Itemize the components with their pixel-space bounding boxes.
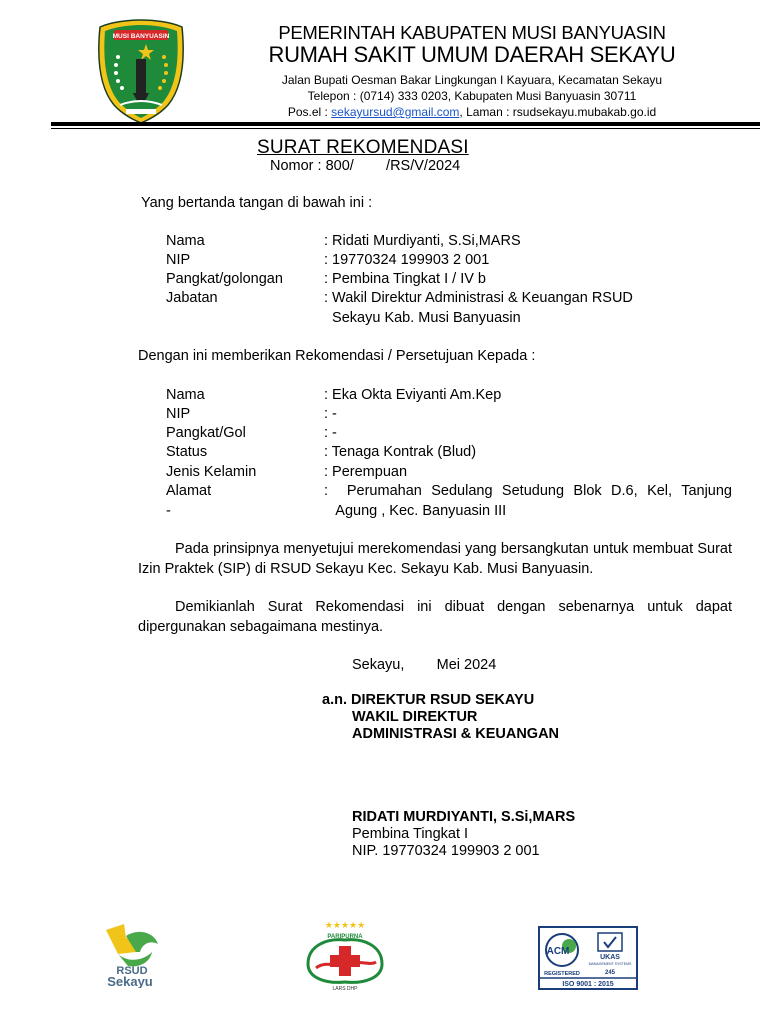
recipient-label-dash: -	[166, 503, 171, 519]
header-rule-thin	[51, 128, 760, 129]
recipient-value-alamat: : Perumahan Sedulang Setudung Blok D.6, Kel, Tanjung	[324, 483, 732, 499]
signer-value-nip: : 19770324 199903 2 001	[324, 252, 490, 268]
header-rule-thick	[51, 122, 760, 126]
recipient-label-alamat: Alamat	[166, 483, 212, 499]
signer-label-nip: NIP	[166, 252, 191, 268]
recommend-intro: Dengan ini memberikan Rekomendasi / Persetujuan Kepada :	[138, 348, 536, 364]
signer-label-pangkat: Pangkat/golongan	[166, 271, 283, 287]
paripurna-accreditation-logo	[298, 918, 392, 992]
signer-nip: NIP. 19770324 199903 2 001	[352, 843, 540, 859]
recipient-label-pangkat: Pangkat/Gol	[166, 425, 246, 441]
recipient-value-status: : Tenaga Kontrak (Blud)	[324, 444, 477, 460]
ukas-subtext: MANAGEMENT SYSTEMS	[588, 962, 632, 966]
on-behalf-line: a.n. DIREKTUR RSUD SEKAYU	[322, 692, 535, 708]
position-line-1: WAKIL DIREKTUR	[352, 709, 478, 725]
svg-text:★★★★★: ★★★★★	[324, 921, 366, 931]
paripurna-text: PARIPURNA	[327, 934, 363, 940]
letter-number: Nomor : 800/ /RS/V/2024	[270, 158, 461, 174]
government-name: PEMERINTAH KABUPATEN MUSI BANYUASIN	[278, 22, 666, 43]
iso-text: ISO 9001 : 2015	[562, 981, 614, 988]
recipient-value-nama: : Eka Okta Eviyanti Am.Kep	[324, 387, 502, 403]
musi-banyuasin-emblem	[96, 17, 186, 125]
paripurna-subtext: LARS DHP	[332, 986, 358, 992]
recipient-value-gender: : Perempuan	[324, 464, 408, 480]
hospital-name: RUMAH SAKIT UMUM DAERAH SEKAYU	[268, 42, 676, 67]
recipient-value-nip: : -	[324, 406, 337, 422]
ukas-number: 245	[604, 970, 616, 976]
signer-value-jabatan: : Wakil Direktur Administrasi & Keuangan RSUD	[324, 290, 633, 306]
signer-rank: Pembina Tingkat I	[352, 826, 469, 842]
email-prefix: Pos.el :	[287, 105, 332, 119]
opening-line: Yang bertanda tangan di bawah ini :	[141, 195, 373, 211]
email-link[interactable]: sekayursud@gmail.com	[331, 105, 460, 119]
hospital-contact	[250, 105, 694, 119]
place-date: Sekayu, Mei 2024	[352, 657, 497, 673]
signer-value-nama: : Ridati Murdiyanti, S.Si,MARS	[324, 233, 521, 249]
paragraph-closing: Demikianlah Surat Rekomendasi ini dibuat dengan sebenarnya untuk dapat dipergunakan sebagaimana mestinya.	[138, 599, 732, 635]
signer-name: RIDATI MURDIYANTI, S.Si,MARS	[352, 809, 576, 825]
signer-label-jabatan: Jabatan	[166, 290, 218, 306]
signer-value-pangkat: : Pembina Tingkat I / IV b	[324, 271, 486, 287]
hospital-phone: Telepon : (0714) 333 0203, Kabupaten Musi Banyuasin 30711	[307, 89, 637, 103]
acm-text: ACM	[546, 946, 570, 957]
rsud-sekayu-logo	[96, 922, 168, 988]
hospital-address: Jalan Bupati Oesman Bakar Lingkungan I Kayuara, Kecamatan Sekayu	[281, 73, 663, 87]
recipient-label-gender: Jenis Kelamin	[166, 464, 257, 480]
rsud-logo-text-2: Sekayu	[107, 974, 153, 988]
acm-registered-text: REGISTERED	[544, 971, 580, 977]
signer-label-nama: Nama	[166, 233, 205, 249]
iso-certification-logo	[538, 926, 638, 990]
recipient-value-alamat-cont: Agung , Kec. Banyuasin III	[324, 503, 507, 519]
position-line-2: ADMINISTRASI & KEUANGAN	[352, 726, 560, 742]
recipient-value-pangkat: : -	[324, 425, 337, 441]
recipient-label-status: Status	[166, 444, 208, 460]
emblem-label: MUSI BANYUASIN	[112, 33, 170, 40]
ukas-text: UKAS	[600, 954, 620, 961]
rsud-logo-text-1: RSUD	[116, 965, 148, 977]
recipient-label-nip: NIP	[166, 406, 191, 422]
paragraph-approval: Pada prinsipnya menyetujui merekomendasi yang bersangkutan untuk membuat Surat Izin Praktek (SIP) di RSUD Sekayu Kec. Sekayu Kab. Musi Banyuasin.	[138, 541, 732, 577]
recipient-label-nama: Nama	[166, 387, 205, 403]
letter-title: SURAT REKOMENDASI	[257, 137, 469, 158]
signer-value-jabatan-cont: Sekayu Kab. Musi Banyuasin	[324, 310, 521, 326]
website-text: , Laman : rsudsekayu.mubakab.go.id	[459, 105, 657, 119]
